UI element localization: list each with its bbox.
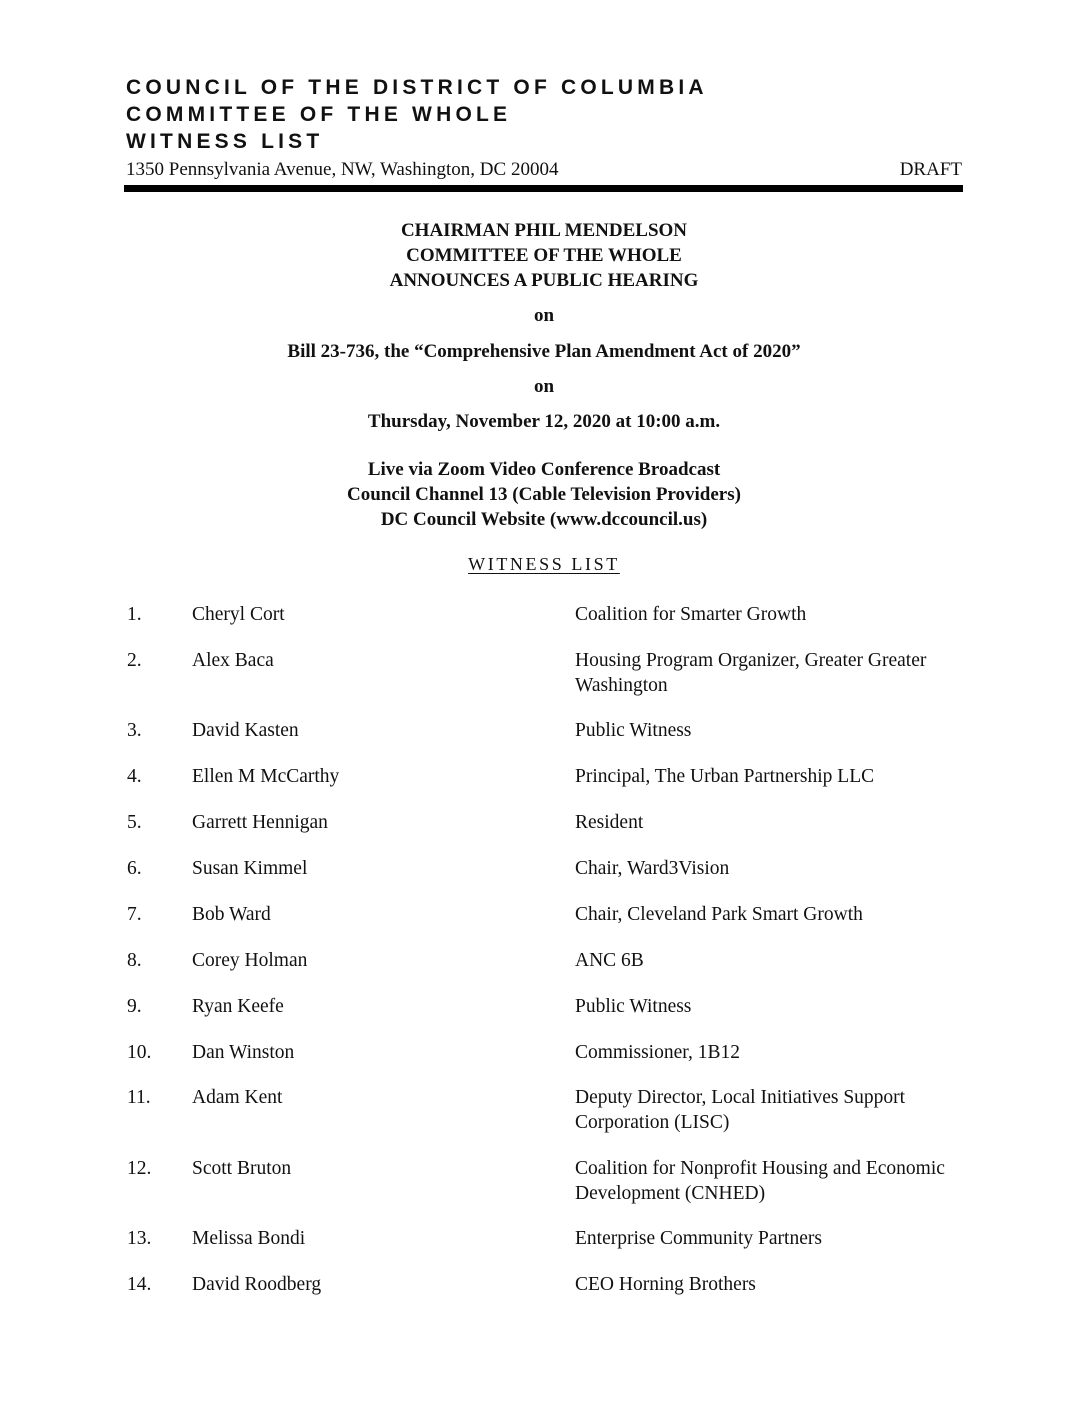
on-label-2 [0, 374, 1088, 399]
witness-affiliation: Commissioner, 1B12 [575, 1042, 740, 1063]
witness-number: 11. [127, 1087, 151, 1108]
witness-number: 14. [127, 1274, 152, 1295]
witness-name: Adam Kent [192, 1087, 283, 1108]
datetime-text: Thursday, November 12, 2020 at 10:00 a.m. [367, 411, 721, 432]
witness-affiliation: Enterprise Community Partners [575, 1228, 822, 1249]
witness-number: 8. [127, 950, 142, 971]
on-text-1: on [533, 305, 555, 326]
council-address: 1350 Pennsylvania Avenue, NW, Washington, DC 20004 [126, 159, 559, 180]
witness-affiliation: Coalition for Smarter Growth [575, 604, 807, 625]
witness-name: David Kasten [192, 720, 299, 741]
witness-list-heading-text: WITNESS LIST [468, 554, 620, 574]
bill-text: Bill 23-736, the “Comprehensive Plan Amendment Act of 2020” [287, 341, 801, 362]
witness-name: Dan Winston [192, 1042, 295, 1063]
witness-name: Alex Baca [192, 650, 274, 671]
header-rule [124, 185, 963, 192]
witness-name: Susan Kimmel [192, 858, 308, 879]
witness-name: David Roodberg [192, 1274, 322, 1295]
witness-number: 5. [127, 812, 142, 833]
witness-name: Bob Ward [192, 904, 271, 925]
council-title: COUNCIL OF THE DISTRICT OF COLUMBIA [126, 76, 708, 99]
witness-affiliation: ANC 6B [575, 950, 644, 971]
committee-line: COMMITTEE OF THE WHOLE [406, 245, 682, 266]
witness-name: Ryan Keefe [192, 996, 284, 1017]
announcement-heading [0, 218, 1088, 293]
witness-number: 9. [127, 996, 142, 1017]
witness-number: 6. [127, 858, 142, 879]
witness-number: 4. [127, 766, 142, 787]
witness-number: 10. [127, 1042, 152, 1063]
witness-affiliation: Chair, Ward3Vision [575, 858, 730, 879]
witness-list-heading [0, 554, 1088, 575]
witness-affiliation: CEO Horning Brothers [575, 1274, 756, 1295]
witness-name: Garrett Hennigan [192, 812, 328, 833]
broadcast-info [0, 457, 1088, 532]
witness-affiliation: Principal, The Urban Partnership LLC [575, 766, 875, 787]
witness-name: Corey Holman [192, 950, 308, 971]
address-row [126, 158, 962, 182]
committee-title: COMMITTEE OF THE WHOLE [126, 103, 512, 126]
draft-label: DRAFT [899, 159, 962, 180]
witness-number: 7. [127, 904, 142, 925]
broadcast-website: DC Council Website (www.dccouncil.us) [380, 509, 708, 530]
witness-name: Ellen M McCarthy [192, 766, 340, 787]
witness-affiliation: Resident [575, 812, 644, 833]
hearing-datetime [0, 409, 1088, 434]
witness-affiliation: Coalition for Nonprofit Housing and Economic Development (CNHED) [575, 1158, 945, 1204]
bill-line [0, 339, 1088, 364]
witness-number: 2. [127, 650, 142, 671]
witness-name: Cheryl Cort [192, 604, 285, 625]
broadcast-channel: Council Channel 13 (Cable Television Providers) [347, 484, 741, 505]
witness-name: Melissa Bondi [192, 1228, 306, 1249]
letterhead [126, 74, 962, 182]
chairman-line: CHAIRMAN PHIL MENDELSON [400, 220, 688, 241]
witness-affiliation: Housing Program Organizer, Greater Greater Washington [575, 650, 927, 696]
witness-affiliation: Chair, Cleveland Park Smart Growth [575, 904, 863, 925]
witness-name: Scott Bruton [192, 1158, 292, 1179]
witness-affiliation: Deputy Director, Local Initiatives Support Corporation (LISC) [575, 1087, 906, 1133]
witness-number: 12. [127, 1158, 152, 1179]
broadcast-zoom: Live via Zoom Video Conference Broadcast [367, 459, 721, 480]
witness-number: 13. [127, 1228, 152, 1249]
witness-number: 1. [127, 604, 142, 625]
on-text-2: on [533, 376, 555, 397]
announces-line: ANNOUNCES A PUBLIC HEARING [389, 270, 699, 291]
witness-affiliation: Public Witness [575, 996, 692, 1017]
witness-number: 3. [127, 720, 142, 741]
document-title: WITNESS LIST [126, 130, 324, 153]
witness-affiliation: Public Witness [575, 720, 692, 741]
on-label-1 [0, 303, 1088, 328]
